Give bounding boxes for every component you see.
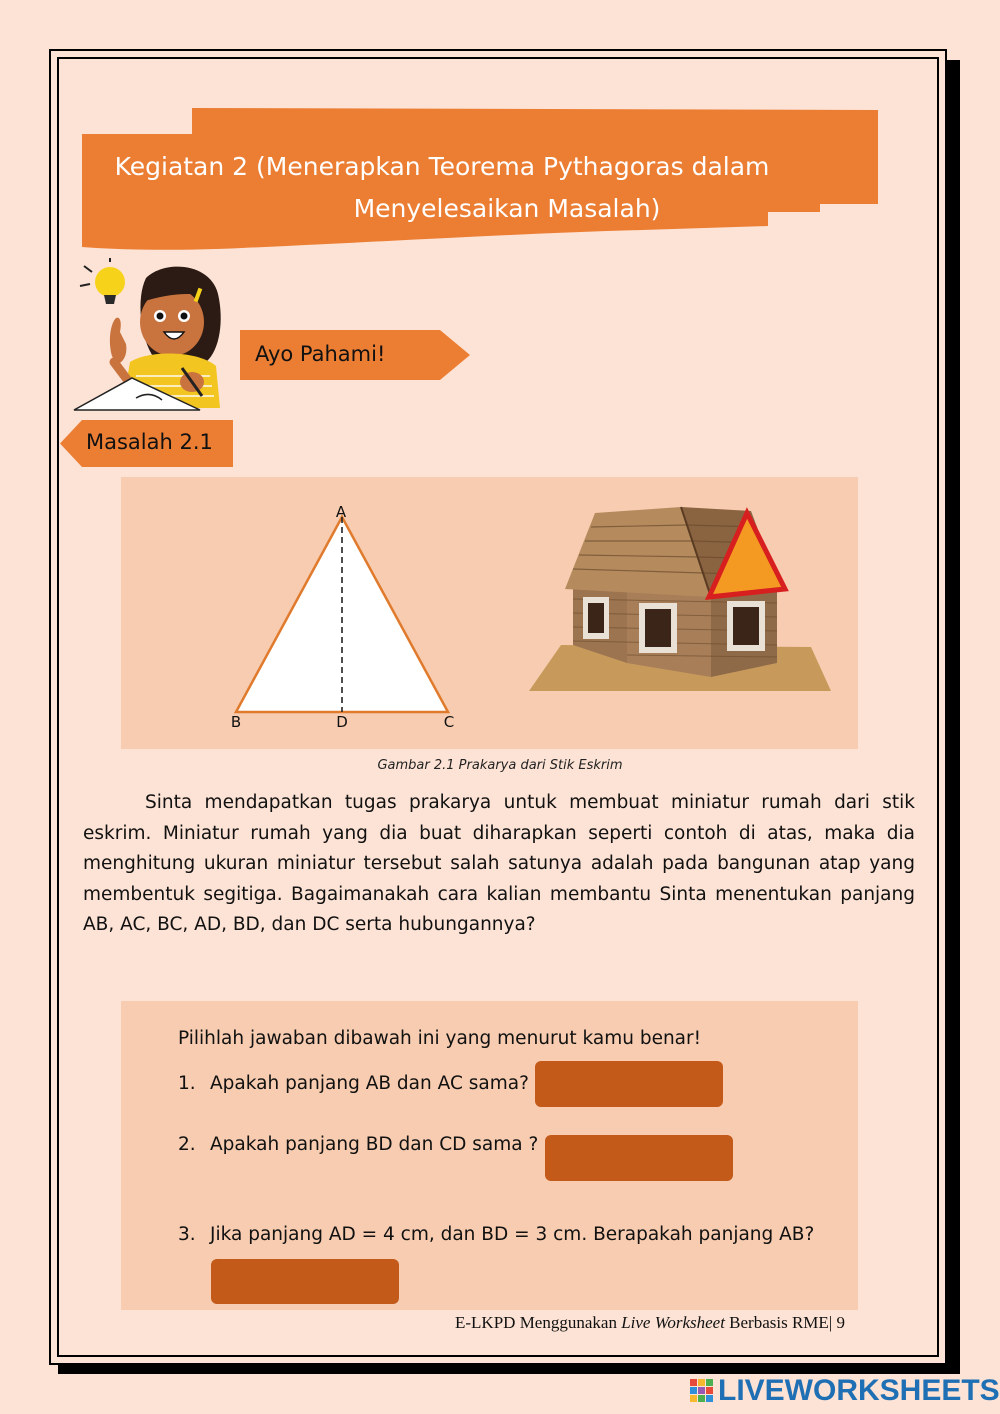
- footer-suffix: Berbasis RME: [724, 1313, 829, 1332]
- liveworksheets-logo-icon: [690, 1377, 714, 1401]
- vertex-label-a: A: [335, 503, 347, 521]
- figure-panel: [121, 477, 858, 749]
- question-1-text: Apakah panjang AB dan AC sama?: [210, 1073, 529, 1094]
- figure-caption: Gambar 2.1 Prakarya dari Stik Eskrim: [377, 758, 623, 773]
- question-2-text: Apakah panjang BD dan CD sama ?: [210, 1134, 539, 1155]
- banner-line-2: Menyelesaikan Masalah): [353, 194, 661, 223]
- liveworksheets-logo: [690, 1374, 1000, 1408]
- banner-title: [82, 146, 802, 230]
- footer-italic: Live Worksheet: [621, 1313, 725, 1332]
- title-banner: [82, 108, 880, 256]
- ayo-pahami-tag: [240, 330, 470, 380]
- masalah-label: Masalah 2.1: [86, 430, 213, 454]
- problem-paragraph: Sinta mendapatkan tugas prakarya untuk membuat miniatur rumah dari stik eskrim. Miniatur rumah yang dia buat diharapkan seperti contoh di atas, maka dia menghitung ukuran miniatur tersebut salah satunya adalah pada bangunan atap yang membentuk segitiga. Bagaimanakah cara kalian membantu Sinta menentukan panjang AB, AC, BC, AD, BD, dan DC serta hubungannya?: [83, 792, 915, 935]
- point-label-d: D: [336, 713, 348, 731]
- page-footer: [455, 1313, 845, 1333]
- question-2-number: 2.: [178, 1134, 196, 1155]
- answer-box-1[interactable]: [535, 1061, 723, 1107]
- girl-illustration: [70, 258, 230, 420]
- banner-line-1: Kegiatan 2 (Menerapkan Teorema Pythagoras dalam: [114, 152, 770, 181]
- liveworksheets-logo-text: LIVEWORKSHEETS: [718, 1374, 1000, 1407]
- footer-prefix: E-LKPD Menggunakan: [455, 1313, 622, 1332]
- quiz-panel: [121, 1001, 858, 1310]
- question-3-text: Jika panjang AD = 4 cm, dan BD = 3 cm. Berapakah panjang AB?: [210, 1224, 815, 1245]
- quiz-instruction: Pilihlah jawaban dibawah ini yang menurut kamu benar!: [178, 1028, 702, 1049]
- house-illustration: [529, 507, 831, 691]
- footer-page-number: | 9: [828, 1313, 845, 1332]
- figure-svg: [121, 477, 858, 749]
- ayo-pahami-label: Ayo Pahami!: [255, 342, 386, 366]
- vertex-label-b: B: [230, 713, 242, 731]
- vertex-label-c: C: [443, 713, 455, 731]
- answer-box-3[interactable]: [211, 1259, 399, 1304]
- question-3-number: 3.: [178, 1224, 196, 1245]
- masalah-tag: [60, 420, 233, 467]
- answer-box-2[interactable]: [545, 1135, 733, 1181]
- question-1-number: 1.: [178, 1073, 196, 1094]
